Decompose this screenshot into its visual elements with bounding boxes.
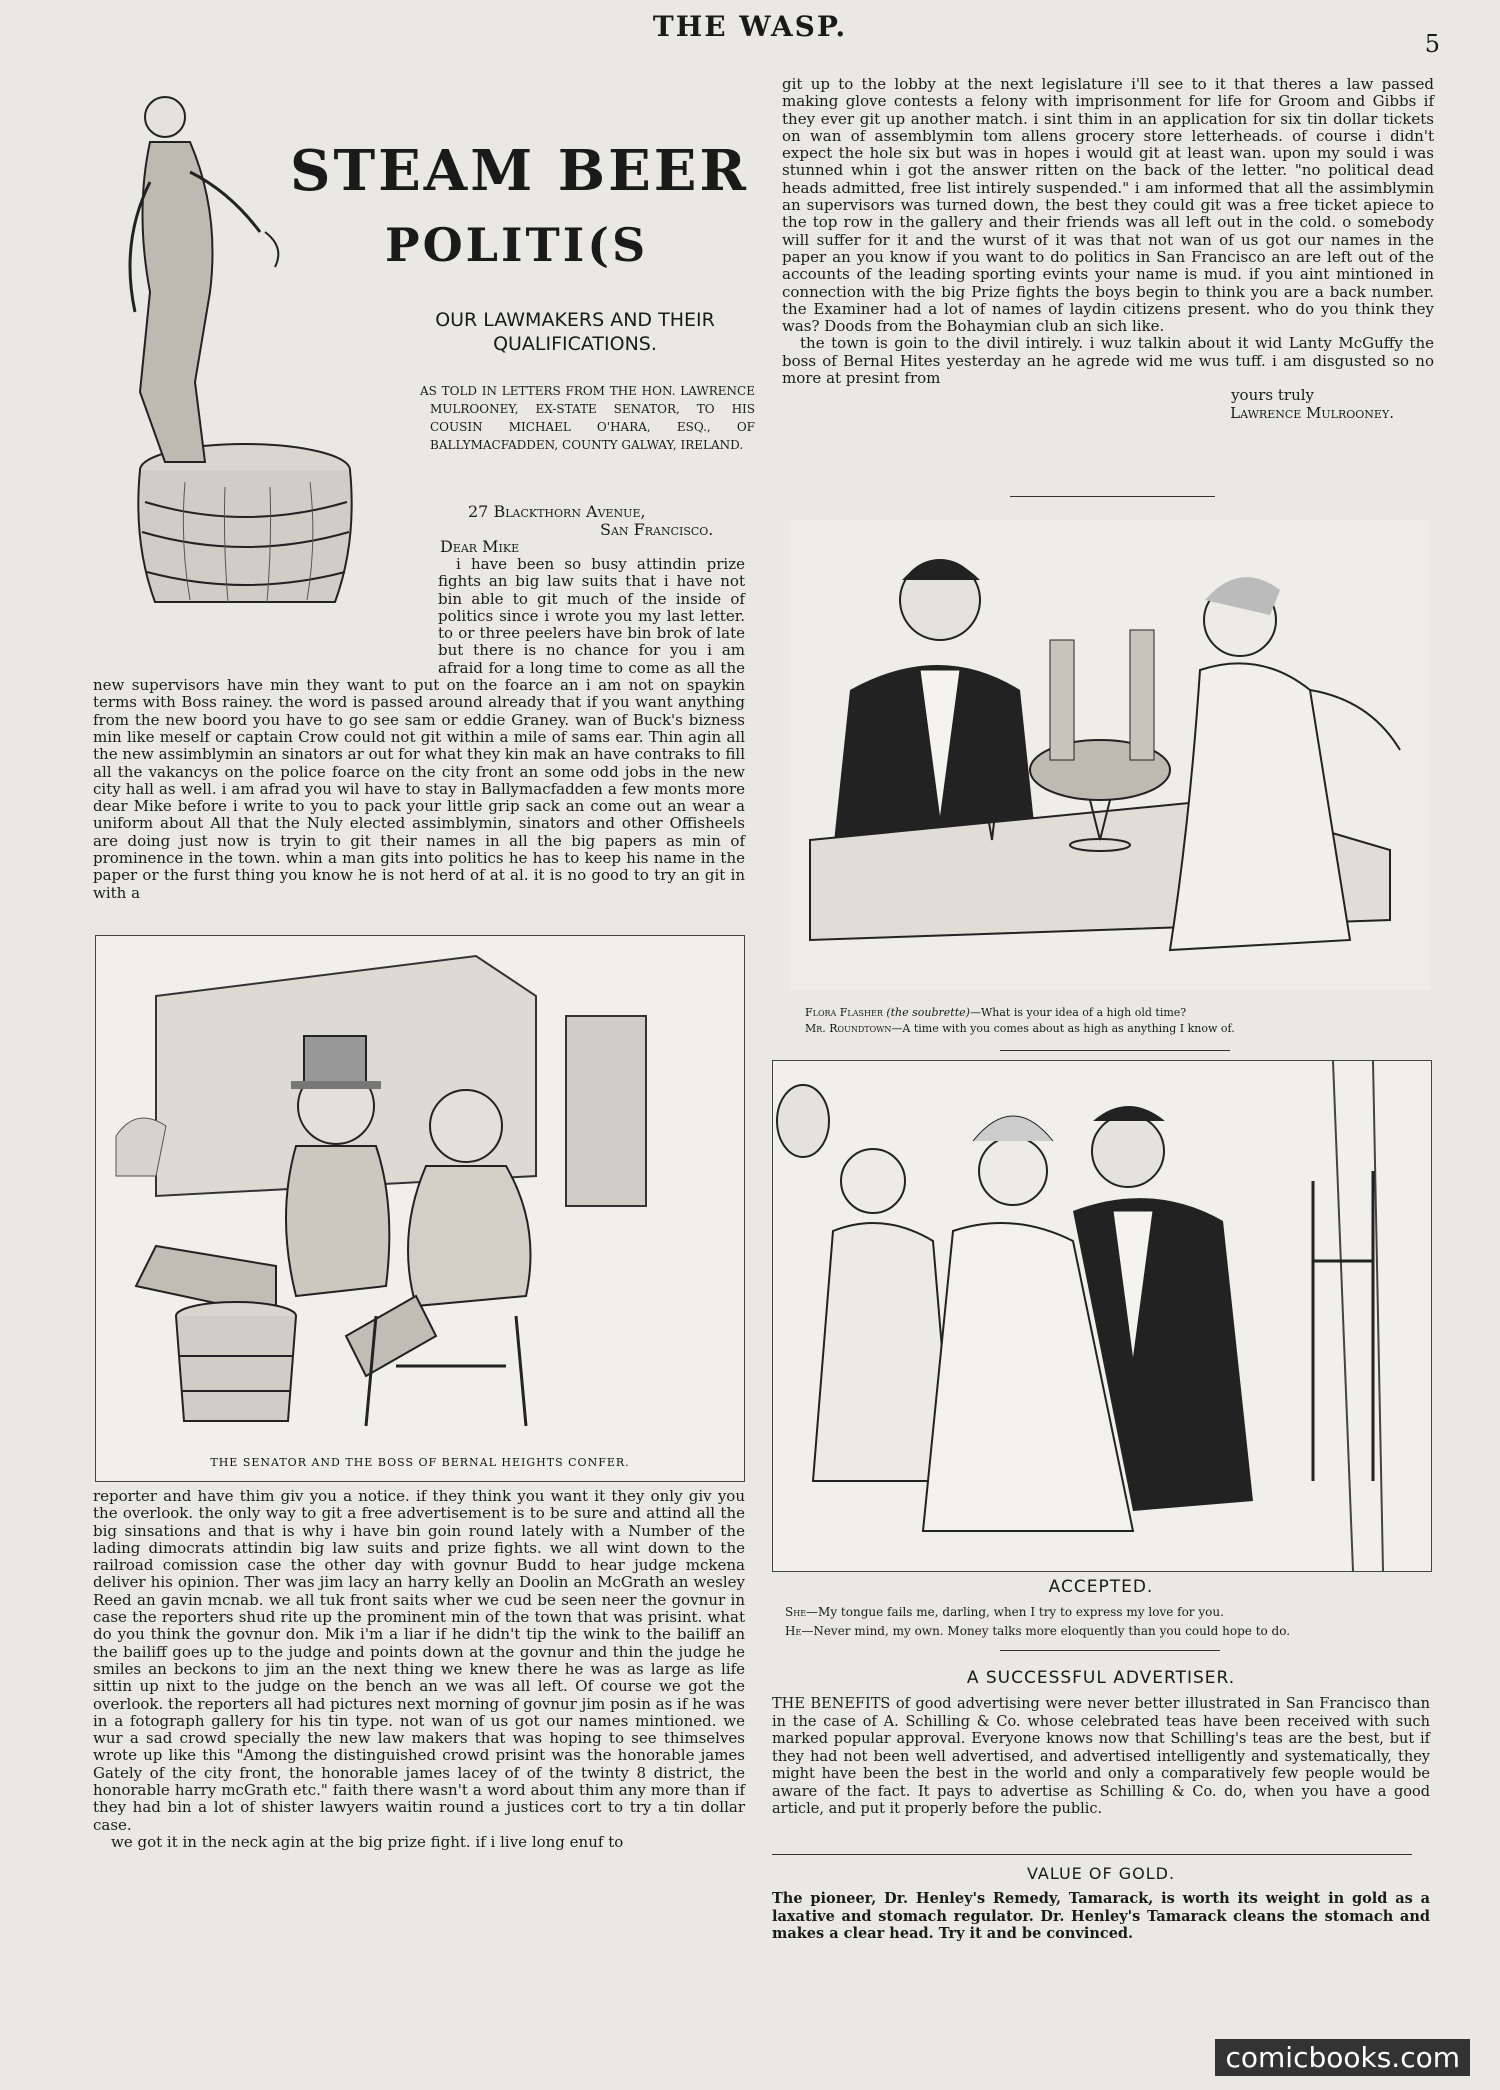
signature: Lawrence Mulrooney. bbox=[1230, 404, 1394, 423]
accepted-he-label: He bbox=[785, 1624, 802, 1638]
site-watermark: comicbooks.com bbox=[1215, 2039, 1470, 2076]
salutation: Dear Mike bbox=[440, 537, 520, 556]
flora-caption bbox=[805, 1005, 1445, 1037]
address-line2: San Francisco. bbox=[600, 520, 714, 539]
divider-flora bbox=[1000, 1050, 1230, 1051]
article-paragraph-2: reporter and have thim giv you a notice. if they think you want it they only giv you the overlook. the only way to git a free advertisement is to be sure and attind all the big sinsations and that is why i have bin goin round lately with a Number of the lading dimocrats attindin big law suits and prize fights. we all wint down to the railroad comission case the other day with govnur Budd to hear judge mckena deliver his opinion. Ther was jim lacy an harry kelly an Doolin an McGrath an wesley Reed an gavin mcnab. we all tuk front saits wher we cud be seen neer the govnur in case the reporters shud rite up the prominent min of the town that was prisint. what do you think the govnur don. Mik i'm a liar if he didn't tip the wink to the bailiff an the bailiff goes up to the judge and points down at the govnur and thin the judge he smiles an beckons to jim an the next thing we knew there he was as large as life sittin up nixt to the judge on the bench an we was all left. Of course we got the overlook. the reporters all had pictures next morning of govnur jim posin as if he was in a fotograph gallery for his tin type. not wan of us got our names mintioned. we wur a sad crowd specially the new law makers that was hoping to see thimselves wrote up like this "Among the distinguished crowd prisint was the honorable james Gately of the city front, the honorable james lacey of of the twinty 8 district, the honorable harry mcGrath etc." faith there wasn't a word about thim any more than if they had bin a lot of shister lawyers waitin round a justices cort to try a tin dollar case. bbox=[93, 1487, 745, 1834]
article-subtitle: OUR LAWMAKERS AND THEIR QUALIFICATIONS. bbox=[435, 309, 715, 355]
divider-signature bbox=[1010, 496, 1215, 497]
flora-cartoon bbox=[790, 520, 1430, 990]
article-title-line2: POLITI(S bbox=[385, 218, 649, 272]
flora-line1: —What is your idea of a high old time? bbox=[969, 1006, 1187, 1019]
article-column-left-top bbox=[93, 556, 745, 928]
flora-speaker1-note: (the soubrette) bbox=[886, 1006, 970, 1019]
article-paragraph-1: i have been so busy attindin prize fights an big law suits that i have not bin able to git much of the inside of politics since i wrote you my last letter. to or three peelers have bin brok of late but there is no chance for you i am afraid for a long time to come as all the new supervisors have min they want to put on the foarce an i am not on spaykin terms with Boss rainey. the word is passed around already that if you want anything from the new boord you have to go see sam or eddie Graney. wan of Buck's bizness min like meself or captain Crow could not git within a mile of sams ear. Thin agin all the new assimblymin an sinators ar out for what they kin mak an have contraks to fill all the vakancys on the police foarce on the city front an some odd jobs in the new city hall as well. i am afrad you wil have to stay in Ballymacfadden a few monts more dear Mike before i write to you to pack your little grip sack an come out an wear a uniform about All that the Nuly elected assimblymin, sinators and other Offisheels are doing just now is tryin to git their names in all the big papers as min of prominence in the town. whin a man gits into politics he has to keep his name in the paper or the furst thing you know he is not herd of at al. it is no good to try an git in with a bbox=[93, 555, 745, 902]
divider-advertiser bbox=[772, 1854, 1412, 1855]
masthead: THE WASP. bbox=[652, 10, 848, 43]
page-number: 5 bbox=[1424, 30, 1440, 58]
senator-cartoon bbox=[95, 935, 745, 1482]
address-line1: 27 Blackthorn Avenue, bbox=[468, 502, 646, 521]
article-paragraph-5: the town is goin to the divil intirely. i wuz talkin about it wid Lanty McGuffy the boss of Bernal Hites yesterday an he agrede wid me wus tuff. i am disgusted so no more at presint from bbox=[782, 334, 1434, 388]
article-title-line1: STEAM BEER bbox=[290, 138, 749, 204]
article-column-right bbox=[782, 76, 1434, 422]
accepted-she-label: She bbox=[785, 1605, 807, 1619]
closing: yours truly bbox=[1231, 386, 1314, 405]
article-column-left-bottom bbox=[93, 1488, 745, 1851]
accepted-he-line: —Never mind, my own. Money talks more eloquently than you could hope to do. bbox=[801, 1624, 1291, 1638]
flora-speaker1: Flora Flasher bbox=[805, 1006, 883, 1019]
flora-speaker2: Mr. Roundtown bbox=[805, 1022, 892, 1035]
flora-line2: —A time with you comes about as high as anything I know of. bbox=[891, 1022, 1235, 1035]
article-byline: AS TOLD IN LETTERS FROM THE HON. LAWRENCE MULROONEY, EX-STATE SENATOR, TO HIS COUSIN MICHAEL O'HARA, ESQ., OF BALLYMACFADDEN, COUNTY GALWAY, IRELAND. bbox=[420, 384, 755, 452]
gold-body: The pioneer, Dr. Henley's Remedy, Tamarack, is worth its weight in gold as a laxative and stomach regulator. Dr. Henley's Tamarack cleans the stomach and makes a clear head. Try it and be convinced. bbox=[772, 1890, 1430, 1942]
divider-accepted bbox=[1000, 1650, 1220, 1651]
accepted-cartoon bbox=[772, 1060, 1432, 1572]
advertiser-body: THE BENEFITS of good advertising were never better illustrated in San Francisco than in the case of A. Schilling & Co. whose celebrated teas have been received with such marked popular approval. Everyone knows now that Schilling's teas are the best, but if they had not been well advertised, and advertised intelligently and systematically, they might have been the best in the world and only a comparatively few people would be aware of the fact. It pays to advertise as Schilling & Co. do, when you have a good article, and put it properly before the public. bbox=[772, 1696, 1430, 1817]
article-paragraph-4: git up to the lobby at the next legislature i'll see to it that theres a law passed making glove contests a felony with imprisonment for life for Groom and Gibbs if they ever git up another match. i sint thim in an application for six tin dollar tickets on wan of assemblymin tom allens grocery store letterheads. of course i didn't expect the hole six but was in hopes i would git at least wan. upon my sould i was stunned whin i got the answer ritten on the back of the letter. "no political dead heads admitted, free list intirely suspended." i am informed that all the assimblymin an supervisors was turned down, the best they could git was a free ticket apiece to the top row in the gallery and their friends was all left out in the cold. o somebody will suffer for it and the wurst of it was that not wan of us got our names in the paper an you know if you want to do politics in San Francisco an are left out of the accounts of the leading sporting evints your name is mud. if you aint mintioned in connection with the big Prize fights the boys begin to think you are a back number. the Examiner had a lot of names of laydin citizens present. who do you think they was? Doods from the Bohaymian club an sich like. bbox=[782, 75, 1434, 336]
advertiser-title: A SUCCESSFUL ADVERTISER. bbox=[966, 1668, 1236, 1688]
article-paragraph-3: we got it in the neck agin at the big prize fight. if i live long enuf to bbox=[111, 1832, 624, 1851]
accepted-title: ACCEPTED. bbox=[1048, 1577, 1154, 1597]
senator-cartoon-caption: THE SENATOR AND THE BOSS OF BERNAL HEIGHTS CONFER. bbox=[210, 1456, 630, 1469]
accepted-she-line: —My tongue fails me, darling, when I try to express my love for you. bbox=[806, 1605, 1224, 1619]
accepted-caption bbox=[785, 1603, 1440, 1641]
gold-title: VALUE OF GOLD. bbox=[1026, 1864, 1176, 1883]
